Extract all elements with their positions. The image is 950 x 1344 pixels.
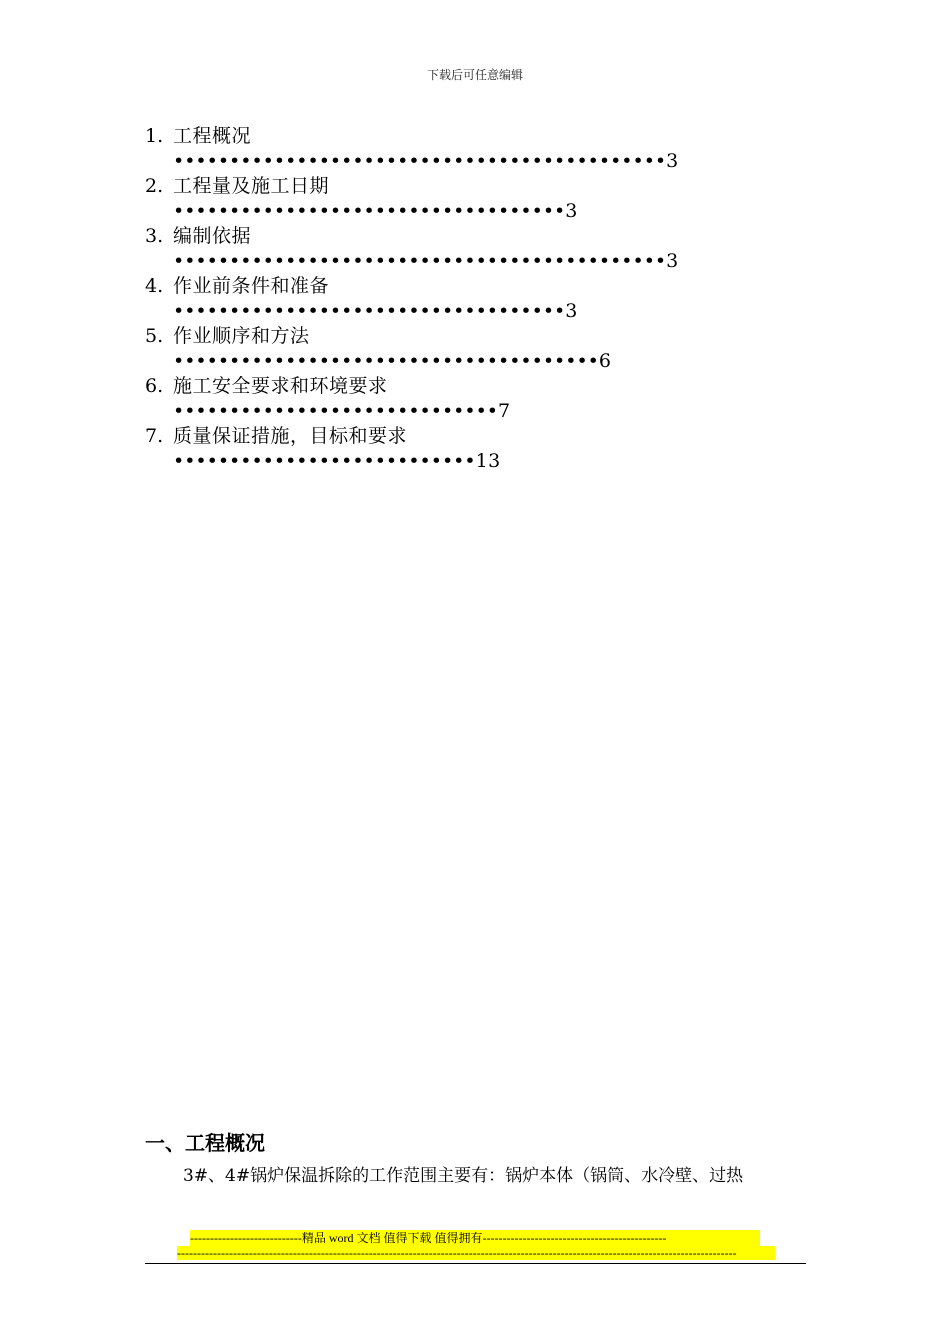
toc-page-number: 7: [498, 400, 511, 422]
toc-page-number: 6: [598, 350, 612, 372]
toc-entry-2[interactable]: [145, 174, 805, 224]
table-of-contents: [145, 124, 805, 474]
toc-number: 2.: [145, 175, 164, 197]
toc-title: 作业前条件和准备: [173, 275, 330, 297]
toc-title: 编制依据: [173, 225, 252, 247]
toc-entry-4[interactable]: [145, 274, 805, 324]
toc-page-number: 3: [565, 300, 578, 322]
toc-number: 3.: [145, 225, 164, 247]
toc-number: 5.: [145, 325, 164, 347]
toc-number: 4.: [145, 275, 164, 297]
section-paragraph: 3#、4#锅炉保温拆除的工作范围主要有：锅炉本体（锅筒、水冷壁、过热: [183, 1166, 744, 1186]
toc-leader-dots: •••••••••••••••••••••••••••••••••••: [173, 200, 566, 222]
footer-divider: [145, 1263, 806, 1264]
toc-entry-6[interactable]: [145, 374, 805, 424]
toc-entry-3[interactable]: [145, 224, 805, 274]
toc-entry-7[interactable]: [145, 424, 805, 474]
section-heading: 一、工程概况: [145, 1131, 265, 1155]
footer-banner-line-2: --------------------------------------------------------------------------------------------------------------------------------------------: [177, 1246, 775, 1260]
toc-number: 1.: [145, 125, 164, 147]
footer-banner-line-1: ----------------------------精品 word 文档 值得下载 值得拥有----------------------------------------------: [190, 1230, 760, 1246]
toc-title: 工程概况: [173, 125, 252, 147]
toc-page-number: 3: [666, 250, 679, 272]
toc-leader-dots: •••••••••••••••••••••••••••••••••••: [173, 300, 566, 322]
toc-leader-dots: ••••••••••••••••••••••••••••••••••••••••••••: [173, 150, 667, 172]
toc-number: 7.: [145, 425, 164, 447]
toc-leader-dots: ••••••••••••••••••••••••••••••••••••••: [173, 350, 599, 372]
toc-title: 作业顺序和方法: [173, 325, 310, 347]
toc-title: 工程量及施工日期: [173, 175, 330, 197]
toc-page-number: 3: [666, 150, 679, 172]
toc-title: 质量保证措施，目标和要求: [173, 425, 408, 447]
toc-leader-dots: •••••••••••••••••••••••••••: [173, 450, 476, 472]
toc-page-number: 3: [565, 200, 578, 222]
toc-number: 6.: [145, 375, 164, 397]
toc-entry-5[interactable]: [145, 324, 805, 374]
toc-title: 施工安全要求和环境要求: [173, 375, 388, 397]
toc-leader-dots: ••••••••••••••••••••••••••••••••••••••••••••: [173, 250, 667, 272]
toc-page-number: 13: [475, 450, 501, 472]
header-note: 下载后可任意编辑: [426, 68, 523, 82]
toc-leader-dots: •••••••••••••••••••••••••••••: [173, 400, 499, 422]
toc-entry-1[interactable]: [145, 124, 805, 174]
